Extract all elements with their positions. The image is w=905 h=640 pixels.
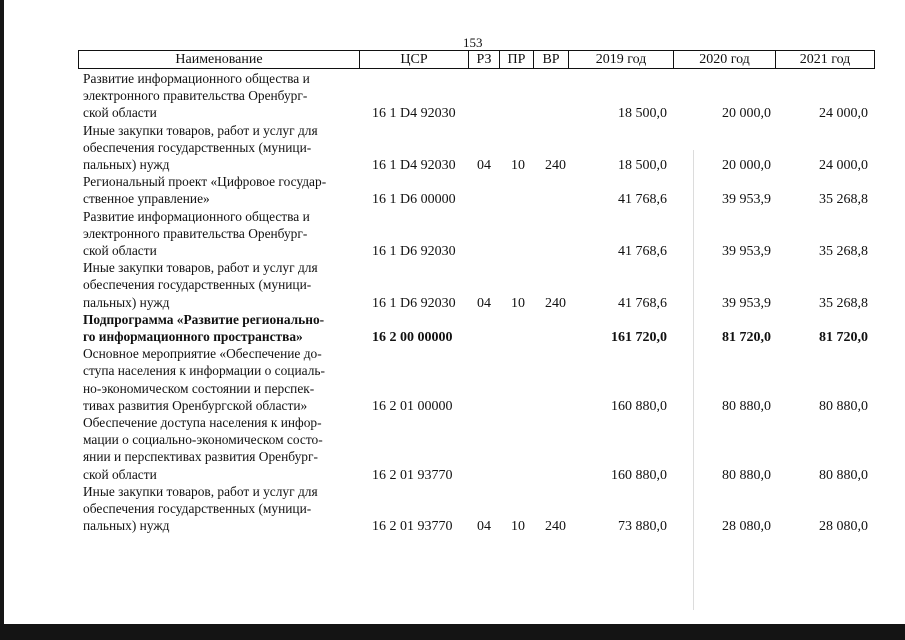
scan-artifact-line bbox=[693, 150, 694, 610]
row-name bbox=[83, 122, 363, 174]
row-name-line: обеспечения государственных (муници- bbox=[83, 277, 312, 293]
row-name-line: Иные закупки товаров, работ и услуг для bbox=[83, 122, 318, 138]
row-name-line: пальных) нужд bbox=[83, 518, 170, 534]
header-vr: ВР bbox=[533, 50, 569, 69]
row-name-line: Развитие информационного общества и bbox=[83, 208, 310, 224]
row-name-line: тивах развития Оренбургской области» bbox=[83, 397, 308, 413]
row-name-line: Иные закупки товаров, работ и услуг для bbox=[83, 483, 318, 499]
row-name-line: ской области bbox=[83, 105, 157, 121]
row-value-2019: 18 500,0 bbox=[618, 106, 667, 122]
row-name-line: пальных) нужд bbox=[83, 294, 170, 310]
row-name bbox=[83, 345, 363, 414]
row-value-2019: 41 768,6 bbox=[618, 192, 667, 208]
row-name bbox=[83, 414, 363, 483]
row-name-line: электронного правительства Оренбург- bbox=[83, 88, 308, 104]
row-name bbox=[83, 173, 363, 207]
row-name-line: пальных) нужд bbox=[83, 157, 170, 172]
row-value-2019: 160 880,0 bbox=[611, 398, 667, 414]
row-name-line: ственное управление» bbox=[83, 191, 210, 207]
header-pr: ПР bbox=[499, 50, 534, 69]
row-value-2021: 24 000,0 bbox=[819, 106, 868, 122]
row-csr: 16 2 00 00000 bbox=[372, 330, 453, 345]
header-2019: 2019 год bbox=[568, 50, 674, 69]
row-pr: 10 bbox=[511, 519, 525, 535]
row-pr: 10 bbox=[511, 295, 525, 311]
row-value-2021: 35 268,8 bbox=[819, 295, 868, 311]
row-value-2019: 18 500,0 bbox=[618, 158, 667, 173]
row-name bbox=[83, 483, 363, 535]
row-value-2020: 39 953,9 bbox=[722, 244, 771, 259]
row-value-2021: 24 000,0 bbox=[819, 158, 868, 173]
page-number: 153 bbox=[463, 35, 483, 50]
row-name-line: обеспечения государственных (муници- bbox=[83, 501, 312, 516]
row-name-line: го информационного пространства» bbox=[83, 329, 303, 344]
row-name-line: ской области bbox=[83, 466, 157, 482]
scan-left-edge bbox=[0, 0, 4, 640]
header-name: Наименование bbox=[78, 50, 360, 69]
row-value-2020: 39 953,9 bbox=[722, 192, 771, 208]
row-value-2020: 28 080,0 bbox=[722, 519, 771, 535]
row-name bbox=[83, 311, 363, 345]
row-value-2020: 80 880,0 bbox=[722, 398, 771, 414]
header-2021: 2021 год bbox=[775, 50, 875, 69]
row-name-line: но-экономическом состоянии и перспек- bbox=[83, 380, 315, 396]
row-value-2019: 73 880,0 bbox=[618, 519, 667, 535]
row-name-line: Иные закупки товаров, работ и услуг для bbox=[83, 260, 318, 276]
row-csr: 16 2 01 93770 bbox=[372, 467, 453, 483]
row-name-line: Развитие информационного общества и bbox=[83, 71, 310, 86]
row-value-2021: 35 268,8 bbox=[819, 192, 868, 208]
row-name-line: Обеспечение доступа населения к инфор- bbox=[83, 415, 322, 430]
row-vr: 240 bbox=[545, 295, 566, 311]
row-value-2020: 20 000,0 bbox=[722, 158, 771, 173]
row-csr: 16 1 D6 00000 bbox=[372, 192, 456, 208]
row-csr: 16 2 01 93770 bbox=[372, 519, 453, 535]
row-name-line: Региональный проект «Цифровое государ- bbox=[83, 174, 327, 190]
row-value-2021: 35 268,8 bbox=[819, 244, 868, 259]
row-value-2019: 160 880,0 bbox=[611, 467, 667, 483]
row-csr: 16 1 D4 92030 bbox=[372, 106, 456, 122]
row-name-line: Подпрограмма «Развитие регионально- bbox=[83, 311, 325, 327]
row-rz: 04 bbox=[477, 158, 491, 173]
row-name-line: обеспечения государственных (муници- bbox=[83, 139, 312, 155]
row-name bbox=[83, 70, 363, 122]
row-value-2021: 81 720,0 bbox=[819, 330, 868, 345]
row-value-2020: 39 953,9 bbox=[722, 295, 771, 311]
header-csr: ЦСР bbox=[359, 50, 469, 69]
row-value-2019: 41 768,6 bbox=[618, 244, 667, 259]
row-value-2020: 80 880,0 bbox=[722, 467, 771, 483]
row-csr: 16 1 D6 92030 bbox=[372, 295, 456, 311]
row-value-2020: 81 720,0 bbox=[722, 330, 771, 345]
row-name bbox=[83, 259, 363, 311]
row-value-2021: 28 080,0 bbox=[819, 519, 868, 535]
row-value-2021: 80 880,0 bbox=[819, 398, 868, 414]
row-rz: 04 bbox=[477, 519, 491, 535]
row-vr: 240 bbox=[545, 519, 566, 535]
row-value-2019: 161 720,0 bbox=[611, 330, 667, 345]
row-name-line: электронного правительства Оренбург- bbox=[83, 225, 308, 241]
row-pr: 10 bbox=[511, 158, 525, 173]
row-vr: 240 bbox=[545, 158, 566, 173]
row-value-2019: 41 768,6 bbox=[618, 295, 667, 311]
row-name-line: Основное мероприятие «Обеспечение до- bbox=[83, 346, 322, 362]
scan-bottom-edge bbox=[0, 624, 905, 640]
row-name-line: ской области bbox=[83, 243, 157, 258]
row-rz: 04 bbox=[477, 295, 491, 311]
row-name-line: мации о социально-экономическом состо- bbox=[83, 432, 323, 448]
row-name-line: ступа населения к информации о социаль- bbox=[83, 363, 325, 379]
row-csr: 16 1 D6 92030 bbox=[372, 244, 456, 259]
header-rz: РЗ bbox=[468, 50, 500, 69]
row-csr: 16 2 01 00000 bbox=[372, 398, 453, 414]
row-name-line: янии и перспективах развития Оренбург- bbox=[83, 449, 318, 465]
row-value-2021: 80 880,0 bbox=[819, 467, 868, 483]
row-name bbox=[83, 208, 363, 260]
row-csr: 16 1 D4 92030 bbox=[372, 158, 456, 173]
row-value-2020: 20 000,0 bbox=[722, 106, 771, 122]
header-2020: 2020 год bbox=[673, 50, 776, 69]
